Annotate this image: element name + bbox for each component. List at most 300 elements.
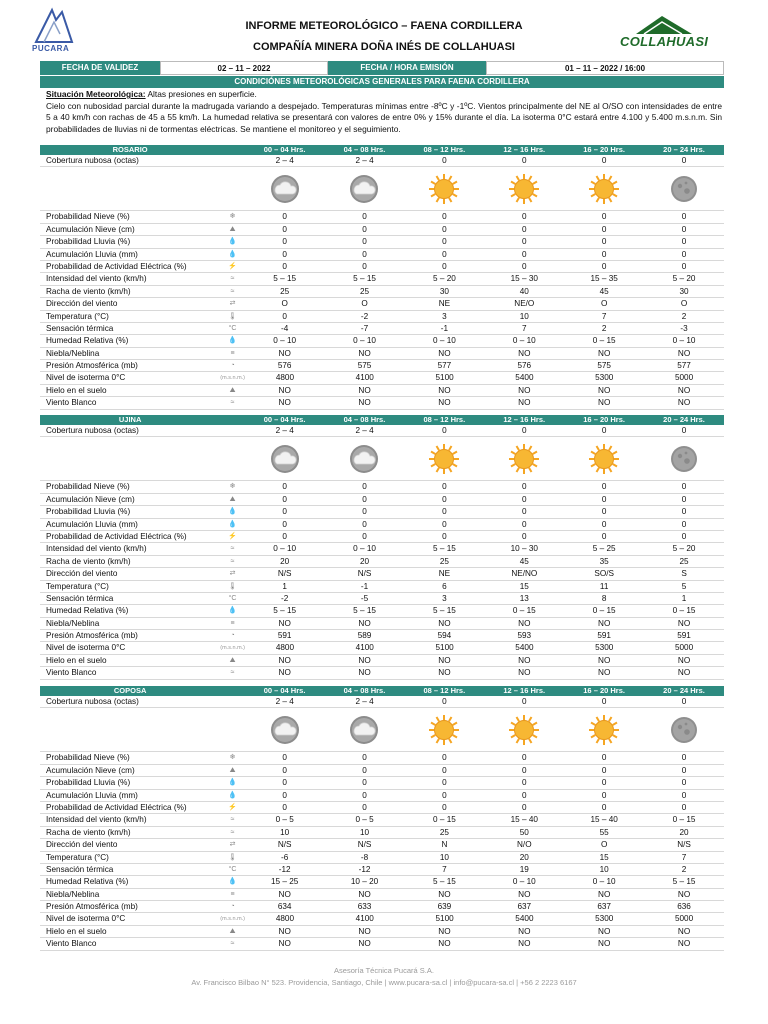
table-cell: 0 – 5: [355, 815, 374, 825]
table-cell: 2 – 4: [275, 156, 294, 165]
table-cell: 0: [522, 212, 527, 222]
table-cell: 0: [362, 237, 367, 247]
table-row: [40, 852, 724, 864]
row-icon: ⛰: [229, 386, 236, 394]
sun-icon: [564, 443, 644, 475]
forecast-section-rosario: [40, 145, 724, 410]
row-icon: ≡: [230, 619, 235, 627]
table-cell: NO: [278, 348, 291, 358]
table-cell: NO: [518, 385, 531, 395]
row-icon: ❄: [229, 483, 236, 491]
table-cell: 0: [282, 261, 287, 271]
row-label: Probabilidad Nieve (%): [46, 212, 130, 222]
table-cell: N/S: [677, 840, 691, 850]
table-cell: 0: [282, 212, 287, 222]
table-row: [40, 752, 724, 764]
sun-icon: [404, 443, 484, 475]
table-cell: 0: [681, 212, 687, 222]
table-cell: 15 – 30: [510, 274, 538, 284]
clear-night-icon: [644, 714, 724, 746]
table-cell: 5 – 15: [433, 544, 456, 554]
table-cell: 0 – 15: [672, 606, 696, 616]
table-cell: 5100: [435, 373, 454, 383]
table-cell: 0: [442, 237, 447, 247]
table-cell: 0: [362, 249, 367, 259]
table-row: [40, 889, 724, 901]
table-cell: 575: [597, 361, 611, 371]
table-cell: 0 – 10: [433, 336, 456, 346]
table-cell: 593: [517, 631, 532, 641]
table-cell: 3: [442, 311, 447, 321]
table-cell: 0: [362, 778, 367, 788]
table-cell: 45: [599, 286, 609, 296]
table-cell: 5000: [674, 914, 694, 924]
time-column-header: 12 – 16 Hrs.: [503, 686, 546, 695]
table-cell: 5 – 15: [433, 606, 456, 616]
row-label: Nivel de isoterma 0°C: [46, 643, 126, 653]
row-icon: ≈: [230, 399, 235, 407]
table-cell: 5300: [595, 373, 614, 383]
table-cell: 7: [601, 311, 607, 321]
time-column-header: 00 – 04 Hrs.: [263, 415, 306, 424]
sun-icon: [564, 714, 644, 746]
table-cell: -12: [358, 864, 371, 874]
table-row: [40, 397, 724, 409]
row-icon: ⛰: [229, 495, 236, 503]
table-cell: 0: [282, 778, 287, 788]
table-cell: NO: [518, 939, 531, 949]
table-cell: 5 – 15: [353, 606, 376, 616]
table-row: [40, 531, 724, 543]
row-icon: 💧: [228, 779, 237, 787]
row-icon: 💧: [228, 508, 237, 516]
table-cell: NO: [598, 655, 611, 665]
validity-date: 02 – 11 – 2022: [160, 61, 328, 75]
table-cell: NO: [677, 655, 691, 665]
table-cell: NE/O: [514, 299, 535, 309]
table-cell: 0: [442, 249, 447, 259]
table-row: [40, 494, 724, 506]
table-row: [40, 236, 724, 248]
row-icon: ⇄: [229, 841, 236, 849]
table-cell: 0: [601, 212, 607, 222]
row-label: Temperatura (°C): [46, 311, 109, 321]
table-cell: 5 – 25: [592, 544, 616, 554]
table-cell: 0: [601, 790, 607, 800]
table-cell: NO: [677, 926, 691, 936]
table-cell: 0: [601, 261, 607, 271]
table-cell: N/S: [357, 840, 372, 850]
time-column-header: 20 – 24 Hrs.: [663, 145, 705, 154]
table-cell: NO: [598, 939, 611, 949]
table-cell: NO: [677, 348, 691, 358]
table-cell: 0: [681, 494, 687, 504]
row-icon: 💧: [228, 791, 237, 799]
table-cell: 0: [282, 519, 287, 529]
row-label: Probabilidad de Actividad Eléctrica (%): [46, 531, 187, 541]
pucara-logo-text: PUCARA: [32, 44, 70, 53]
table-cell: 591: [597, 631, 611, 641]
table-cell: NO: [677, 385, 691, 395]
table-row: [40, 323, 724, 335]
table-cell: 2 – 4: [355, 697, 374, 706]
table-cell: NO: [677, 398, 691, 408]
table-row: [40, 481, 724, 493]
table-cell: O: [680, 299, 688, 309]
table-cell: 0: [442, 519, 447, 529]
table-cell: 30: [439, 286, 449, 296]
table-row: [40, 593, 724, 605]
table-cell: 1: [681, 593, 687, 603]
table-cell: 2 – 4: [355, 156, 374, 165]
table-cell: 0: [601, 765, 607, 775]
table-cell: 0: [681, 507, 687, 517]
table-cell: 0: [282, 802, 287, 812]
table-cell: 0: [522, 697, 527, 706]
table-row: [40, 556, 724, 568]
table-cell: 0: [442, 802, 447, 812]
table-cell: 0 – 10: [353, 336, 376, 346]
table-cell: 0: [362, 802, 367, 812]
location-name: COPOSA: [113, 686, 147, 695]
table-cell: NO: [598, 618, 611, 628]
table-cell: 10 – 30: [510, 544, 538, 554]
row-label: Viento Blanco: [46, 668, 97, 678]
table-cell: NO: [598, 668, 611, 678]
row-label: Humedad Relativa (%): [46, 336, 129, 346]
table-row: [40, 901, 724, 913]
table-cell: 0: [681, 802, 687, 812]
row-label: Acumulación Nieve (cm): [46, 765, 135, 775]
row-icon: ⚡: [228, 262, 237, 270]
table-cell: O: [361, 299, 368, 309]
table-cell: 7: [442, 864, 447, 874]
table-cell: 4800: [275, 373, 295, 383]
table-cell: 589: [357, 631, 372, 641]
unit-label: (m.s.n.m.): [220, 375, 246, 382]
table-row-cloud-cover: [40, 155, 724, 167]
table-cell: 0: [601, 802, 607, 812]
table-cell: 0: [442, 261, 447, 271]
table-cell: 0: [282, 249, 287, 259]
table-cell: 0: [601, 494, 607, 504]
table-cell: 2 – 4: [275, 426, 294, 435]
partly-cloudy-night-icon: [325, 173, 405, 205]
table-cell: 5100: [435, 914, 454, 924]
table-cell: 0: [681, 778, 687, 788]
table-cell: NO: [278, 926, 291, 936]
table-cell: 0: [442, 494, 447, 504]
table-cell: 0: [282, 790, 287, 800]
table-cell: 637: [597, 902, 611, 912]
table-cell: 0: [442, 778, 447, 788]
time-column-header: 08 – 12 Hrs.: [423, 415, 466, 424]
clear-night-icon: [644, 173, 724, 205]
row-label: Hielo en el suelo: [46, 655, 107, 665]
row-icon: ≡: [230, 349, 235, 357]
weather-icons-row: [40, 167, 724, 211]
row-icon: 🌡: [228, 312, 237, 320]
time-column-header: 12 – 16 Hrs.: [503, 145, 546, 154]
table-cell: NO: [438, 889, 451, 899]
table-row: [40, 814, 724, 826]
table-cell: 25: [280, 286, 290, 296]
time-column-header: 00 – 04 Hrs.: [263, 145, 306, 154]
table-cell: NO: [518, 926, 531, 936]
row-icon: ◔: [230, 362, 235, 370]
table-row: [40, 568, 724, 580]
table-cell: NO: [358, 348, 371, 358]
time-column-header: 04 – 08 Hrs.: [343, 686, 386, 695]
table-cell: 0: [522, 519, 527, 529]
table-cell: 0: [282, 494, 287, 504]
table-cell: NO: [358, 398, 371, 408]
table-cell: 0: [282, 224, 287, 234]
table-cell: 0: [681, 249, 687, 259]
table-cell: 636: [677, 902, 691, 912]
table-cell: 0: [442, 482, 447, 492]
row-icon: 💧: [228, 238, 237, 246]
table-cell: 2: [681, 864, 687, 874]
table-cell: NO: [438, 939, 451, 949]
table-cell: 5 – 15: [353, 274, 376, 284]
table-cell: O: [281, 299, 288, 309]
location-name: ROSARIO: [112, 145, 148, 154]
table-cell: N/S: [277, 840, 292, 850]
table-cell: NO: [438, 385, 451, 395]
table-cell: 0: [681, 753, 687, 763]
table-row: [40, 273, 724, 285]
table-row-cloud-cover: [40, 425, 724, 437]
table-cell: 40: [519, 286, 529, 296]
table-cell: NO: [598, 926, 611, 936]
table-cell: 0 – 15: [433, 815, 456, 825]
table-cell: 0: [522, 261, 527, 271]
table-cell: 637: [517, 902, 532, 912]
table-cell: 10: [439, 852, 449, 862]
table-cell: 0: [442, 156, 447, 165]
table-cell: -3: [680, 323, 688, 333]
table-cell: 15 – 40: [510, 815, 538, 825]
row-label: Cobertura nubosa (octas): [46, 697, 139, 706]
table-cell: NO: [358, 618, 371, 628]
table-cell: 0 – 10: [273, 336, 297, 346]
row-label: Acumulación Lluvia (mm): [46, 519, 138, 529]
table-row: [40, 630, 724, 642]
issued-label: FECHA / HORA EMISIÓN: [328, 61, 486, 75]
table-cell: 25: [679, 556, 689, 566]
table-cell: 0: [362, 212, 367, 222]
forecast-section-coposa: [40, 686, 724, 951]
table-row: [40, 790, 724, 802]
table-row: [40, 348, 724, 360]
table-cell: 0: [601, 482, 607, 492]
table-cell: 0: [282, 482, 287, 492]
table-row: [40, 827, 724, 839]
table-cell: O: [600, 840, 608, 850]
table-cell: 5400: [515, 643, 534, 653]
row-icon: ⚡: [228, 803, 237, 811]
row-icon: 🌡: [228, 582, 237, 590]
table-cell: 5 – 20: [672, 544, 696, 554]
table-cell: 575: [357, 361, 372, 371]
validity-bar: [40, 61, 724, 75]
table-row: [40, 519, 724, 531]
table-cell: 0: [601, 697, 607, 706]
table-row: [40, 618, 724, 630]
row-label: Humedad Relativa (%): [46, 877, 129, 887]
table-cell: NO: [278, 618, 291, 628]
table-cell: N/O: [517, 840, 532, 850]
section-header: [40, 415, 724, 425]
table-cell: 2: [681, 311, 687, 321]
table-row: [40, 876, 724, 888]
table-cell: 6: [442, 581, 447, 591]
unit-label: °C: [228, 324, 237, 332]
table-cell: 19: [519, 864, 529, 874]
table-cell: NO: [438, 926, 451, 936]
row-icon: 🌡: [228, 853, 237, 861]
table-cell: NO: [598, 385, 611, 395]
table-cell: NO: [278, 655, 291, 665]
table-cell: 591: [277, 631, 292, 641]
table-cell: 5400: [515, 914, 534, 924]
table-cell: 0: [442, 224, 447, 234]
row-label: Probabilidad Lluvia (%): [46, 778, 131, 788]
row-icon: 💧: [228, 250, 237, 258]
table-cell: N/S: [277, 569, 292, 579]
collahuasi-logo-text: COLLAHUASI: [620, 34, 709, 49]
row-icon: ❄: [229, 213, 236, 221]
table-cell: 0: [522, 494, 527, 504]
table-cell: 0: [522, 778, 527, 788]
table-cell: 0: [601, 519, 607, 529]
unit-label: °C: [228, 865, 237, 873]
section-header: [40, 145, 724, 155]
time-column-header: 16 – 20 Hrs.: [583, 686, 625, 695]
row-label: Acumulación Nieve (cm): [46, 494, 135, 504]
table-cell: 5400: [515, 373, 534, 383]
table-cell: -7: [360, 323, 369, 333]
table-cell: 15: [599, 852, 609, 862]
table-cell: 20: [519, 852, 529, 862]
table-cell: 0: [362, 519, 367, 529]
table-cell: 0 – 15: [592, 336, 616, 346]
sun-icon: [484, 173, 564, 205]
table-cell: NO: [358, 926, 371, 936]
sun-icon: [404, 173, 484, 205]
row-label: Racha de viento (km/h): [46, 286, 131, 296]
row-icon: ◔: [230, 632, 235, 640]
row-icon: ⇄: [229, 300, 236, 308]
table-cell: 0: [442, 507, 447, 517]
row-label: Sensación térmica: [46, 593, 114, 603]
row-label: Niebla/Neblina: [46, 618, 100, 628]
table-cell: 4100: [355, 914, 374, 924]
table-cell: 5 – 15: [433, 877, 456, 887]
table-cell: 0: [522, 224, 527, 234]
table-cell: 0 – 5: [275, 815, 294, 825]
row-label: Hielo en el suelo: [46, 926, 107, 936]
table-cell: 0: [362, 482, 367, 492]
situation-lead: Altas presiones en superficie.: [145, 89, 257, 99]
table-row: [40, 543, 724, 555]
table-row: [40, 335, 724, 347]
table-cell: 5300: [595, 643, 614, 653]
table-row: [40, 913, 724, 925]
table-cell: 5100: [435, 643, 454, 653]
table-cell: 591: [677, 631, 691, 641]
footer-company: Asesoría Técnica Pucará S.A.: [334, 966, 434, 975]
table-cell: 0: [362, 790, 367, 800]
table-cell: 5: [681, 581, 687, 591]
table-row: [40, 224, 724, 236]
table-cell: 0: [601, 237, 607, 247]
row-icon: 💧: [228, 337, 237, 345]
row-label: Probabilidad Nieve (%): [46, 482, 130, 492]
row-label: Dirección del viento: [46, 840, 118, 850]
table-cell: -6: [281, 852, 289, 862]
table-cell: 30: [679, 286, 689, 296]
time-column-header: 00 – 04 Hrs.: [263, 686, 306, 695]
table-cell: 0 – 10: [592, 877, 616, 887]
sun-icon: [564, 173, 644, 205]
table-cell: N: [441, 840, 448, 850]
row-label: Niebla/Neblina: [46, 348, 100, 358]
table-cell: NE: [438, 299, 451, 309]
table-cell: 0: [282, 765, 287, 775]
table-cell: 20: [679, 827, 689, 837]
time-column-header: 20 – 24 Hrs.: [663, 686, 705, 695]
table-cell: 5000: [674, 643, 694, 653]
table-cell: 576: [277, 361, 292, 371]
table-cell: 1: [282, 581, 287, 591]
table-cell: S: [681, 569, 687, 579]
table-cell: 576: [517, 361, 532, 371]
table-cell: O: [600, 299, 608, 309]
table-cell: NO: [358, 668, 371, 678]
table-row: [40, 581, 724, 593]
table-cell: 0: [522, 790, 527, 800]
table-cell: 0: [522, 482, 527, 492]
row-label: Acumulación Nieve (cm): [46, 224, 135, 234]
table-cell: 10: [359, 827, 370, 837]
table-cell: 0: [442, 697, 447, 706]
table-cell: 0: [442, 765, 447, 775]
table-cell: 0: [601, 778, 607, 788]
table-cell: NO: [278, 668, 291, 678]
table-cell: -1: [440, 323, 449, 333]
table-cell: NE/NO: [511, 569, 538, 579]
table-cell: NO: [438, 398, 451, 408]
time-column-header: 20 – 24 Hrs.: [663, 415, 705, 424]
row-icon: ≈: [230, 940, 235, 948]
table-cell: 0: [601, 753, 607, 763]
row-label: Nivel de isoterma 0°C: [46, 914, 126, 924]
table-cell: 0: [681, 426, 687, 435]
table-cell: 0: [681, 790, 687, 800]
table-cell: 8: [601, 593, 607, 603]
row-label: Racha de viento (km/h): [46, 556, 131, 566]
table-cell: NO: [438, 348, 451, 358]
table-cell: 0: [681, 237, 687, 247]
row-label: Presión Atmosférica (mb): [46, 631, 138, 641]
table-cell: -12: [278, 864, 291, 874]
table-cell: NO: [677, 668, 691, 678]
row-icon: ⇄: [229, 570, 236, 578]
table-cell: 13: [519, 593, 529, 603]
table-cell: 0: [282, 531, 287, 541]
